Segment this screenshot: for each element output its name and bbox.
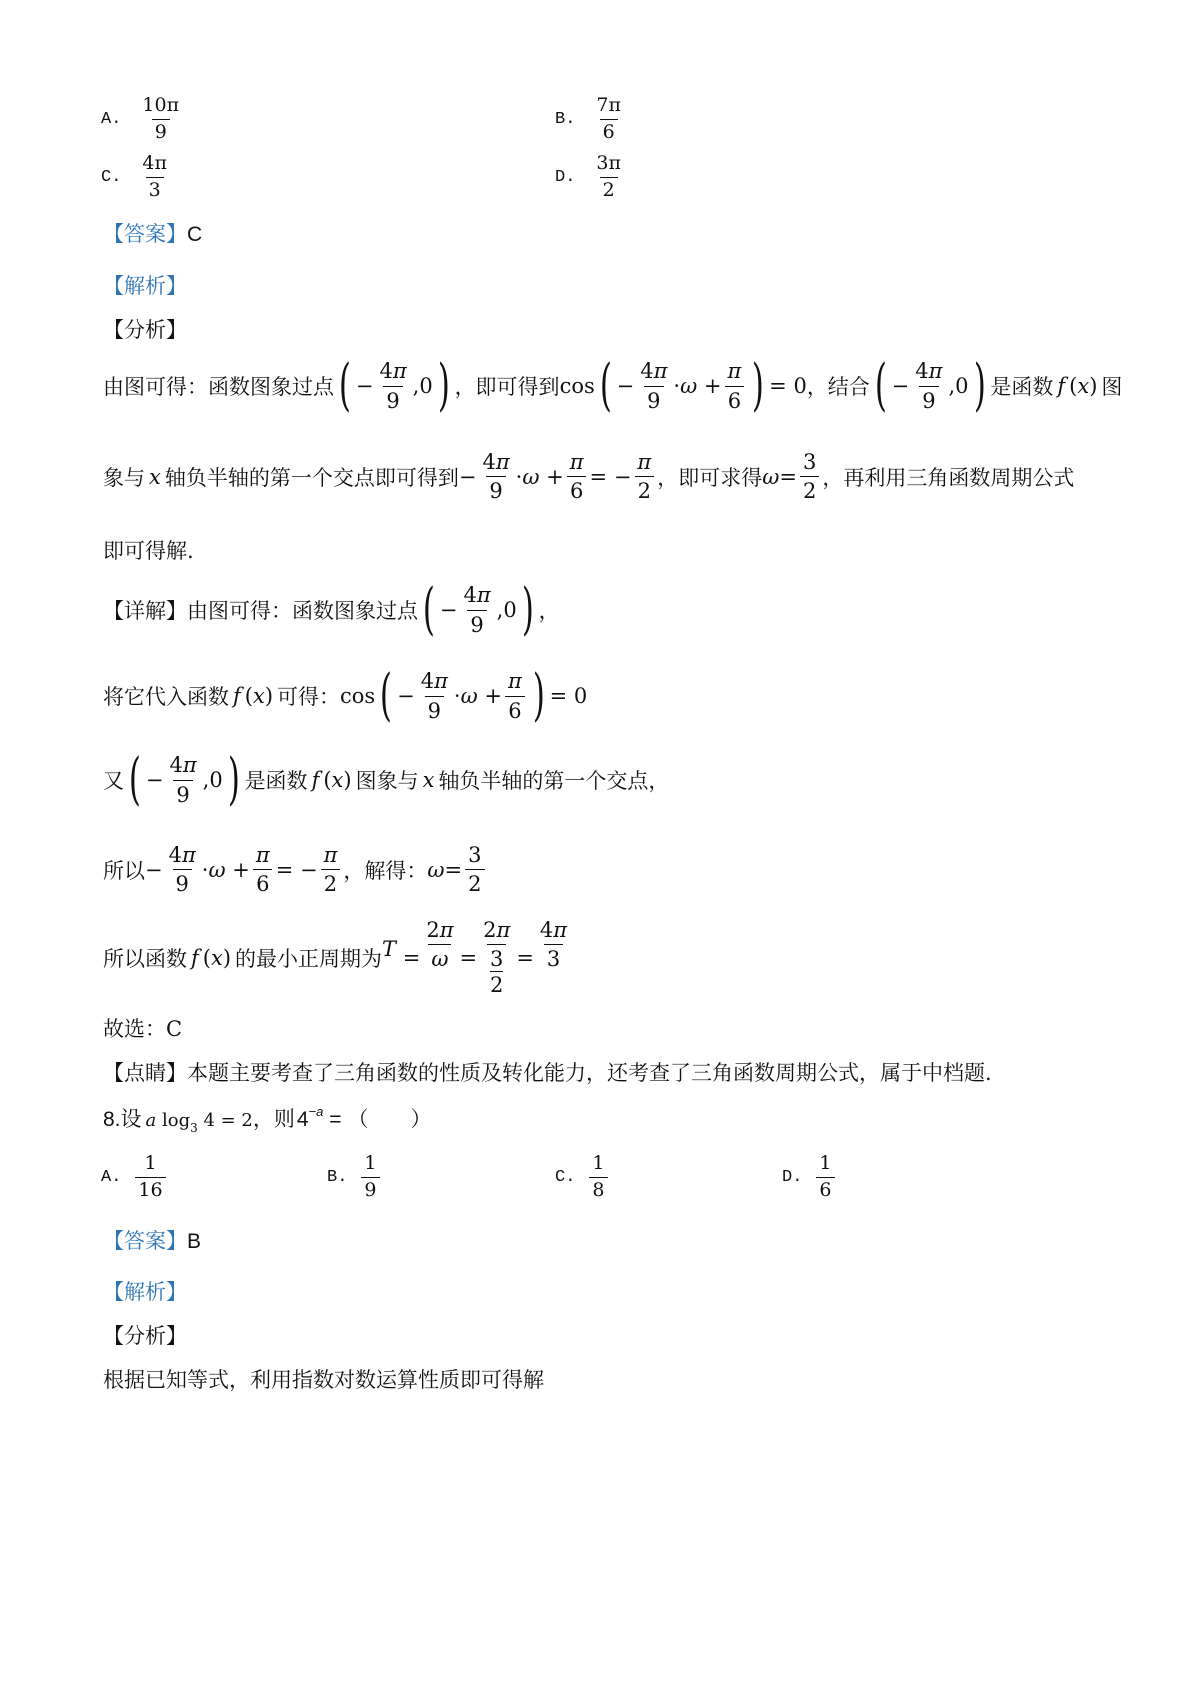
equals: = [459, 945, 478, 970]
text-segment: ，即可求得 [657, 465, 763, 490]
left-paren: ( [380, 663, 393, 728]
text-segment: 所以函数 [103, 946, 187, 971]
text-segment: ，再利用三角函数周期公式 [822, 465, 1075, 490]
left-paren: ( [874, 353, 887, 418]
q8-answer-line [103, 1225, 201, 1255]
fraction-4pi-9: $\frac{4\pi}{9}$ [640, 359, 668, 413]
stem-equation: a $\log_3 4 = 2$ [145, 1110, 253, 1135]
q8-jiexi-tag: 【解析】 [103, 1280, 187, 1304]
minus-sign: − [891, 374, 910, 398]
right-paren: ) [437, 353, 450, 418]
q7-xiangjie-line-5 [103, 918, 573, 997]
q8-option-d [782, 1153, 838, 1202]
fraction-2pi-omega: $\frac{2\pi}{\omega}$ [426, 918, 454, 972]
comma-zero: ,0 [202, 768, 223, 792]
period-T: T [382, 936, 397, 961]
text-segment: 是函数 [244, 769, 308, 793]
option-label: D. [782, 1167, 803, 1187]
right-paren: ) [532, 663, 545, 728]
option-fraction [816, 1153, 834, 1202]
numerator: 3π [596, 152, 621, 174]
right-paren: ) [752, 353, 765, 418]
minus-sign: − [145, 857, 163, 882]
minus-sign: − [145, 768, 164, 792]
fraction-4pi-9: $\frac{4\pi}{9}$ [168, 843, 196, 897]
q7-jiexi-tag: 【解析】 [103, 274, 187, 298]
omega: ω [762, 464, 780, 489]
fraction-4pi-9: $\frac{4\pi}{9}$ [915, 359, 943, 413]
fraction-pi-6: $\frac{\pi}{6}$ [567, 450, 587, 503]
fraction-3-2: $\frac{3}{2}$ [465, 843, 484, 896]
q7-option-b [555, 95, 627, 144]
text-segment: ，则 [252, 1107, 295, 1131]
fraction-4pi-9: $\frac{4\pi}{9}$ [463, 583, 491, 637]
text-segment: ， [538, 599, 560, 623]
option-fraction [139, 153, 170, 202]
dianjing-tag: 【点睛】 [103, 1061, 187, 1085]
numerator: 1 [592, 1152, 605, 1174]
text-segment: ，解得： [343, 858, 428, 883]
equals: = [444, 857, 463, 882]
text-segment: 将它代入函数 [103, 685, 229, 709]
q8-option-c [555, 1153, 611, 1202]
text-segment: 由图可得：函数图象过点 [187, 599, 418, 623]
right-paren: ) [227, 747, 240, 812]
equals: = [516, 945, 534, 970]
right-paren: ) [973, 353, 986, 418]
denominator: 16 [135, 1177, 165, 1202]
f-of-x: f [311, 768, 320, 792]
answer-tag: 【答案】 [103, 222, 187, 246]
equals-minus: = − [275, 857, 318, 882]
option-label: C. [555, 1167, 576, 1187]
minus-sign: − [458, 464, 477, 489]
q7-xiangjie-line-4 [103, 843, 488, 896]
option-label: C. [101, 167, 122, 187]
answer-value: C [187, 223, 203, 246]
equals-zero: = 0 [549, 684, 588, 708]
minus-sign: − [355, 374, 374, 398]
fraction-4pi-9: $\frac{4\pi}{9}$ [169, 753, 197, 807]
option-fraction [589, 1153, 607, 1202]
question-number: 8. [103, 1108, 121, 1131]
x-arg: (x) [1069, 374, 1098, 398]
text-segment: 由图可得：函数图象过点 [103, 375, 334, 399]
text-segment: 轴负半轴的第一个交点， [438, 769, 670, 793]
q7-fenxi-line-3: 即可得解. [103, 539, 194, 563]
denominator: 6 [816, 1177, 834, 1202]
equals-minus: = − [589, 464, 632, 489]
denominator: 2 [600, 177, 618, 202]
q8-fenxi-text: 根据已知等式，利用指数对数运算性质即可得解 [103, 1368, 544, 1392]
option-label: D. [555, 167, 576, 187]
answer-tag: 【答案】 [103, 1229, 187, 1253]
q7-xiangjie-line-3 [103, 747, 670, 812]
x-arg: (x) [202, 945, 232, 970]
q7-guxuan: 故选：C [103, 1017, 183, 1041]
fraction-pi-2: $\frac{\pi}{2}$ [634, 450, 654, 503]
denominator: 6 [600, 119, 618, 144]
numerator: 4π [142, 152, 167, 174]
equals: = [779, 464, 797, 489]
text-segment: 象与 [103, 465, 145, 490]
equals: = [396, 945, 421, 970]
numerator: 1 [364, 1152, 377, 1174]
option-label: A. [101, 1167, 122, 1187]
fraction-3-2: $\frac{3}{2}$ [800, 450, 819, 503]
option-fraction [135, 1153, 165, 1202]
fraction-pi-6: $\frac{\pi}{6}$ [725, 359, 745, 412]
denominator: 8 [589, 1177, 607, 1202]
f-of-x: f [191, 945, 199, 970]
option-fraction [139, 95, 182, 144]
text-segment: ，结合 [806, 375, 870, 399]
left-paren: ( [128, 747, 141, 812]
text-segment: 又 [103, 769, 124, 793]
xiangjie-tag: 【详解】 [103, 599, 187, 623]
omega-term: ·ω + [673, 374, 722, 398]
fraction-2pi-3half: 2π 3 2 [483, 918, 511, 998]
equals-zero: = 0 [769, 374, 807, 398]
option-label: B. [555, 109, 576, 129]
option-fraction [361, 1153, 379, 1202]
q7-fenxi-tag: 【分析】 [103, 318, 187, 342]
minus-sign: − [397, 684, 415, 708]
q7-xiangjie-line-2 [103, 663, 588, 728]
q7-xiangjie-line-1 [103, 577, 560, 642]
option-label: A. [101, 109, 122, 129]
option-fraction [593, 95, 624, 144]
answer-value: B [187, 1230, 202, 1253]
f-of-x: f [1057, 374, 1066, 398]
text-segment: 轴负半轴的第一个交点即可得到 [164, 465, 459, 490]
q7-fenxi-line-1 [103, 353, 1123, 418]
text-segment: 设 [120, 1107, 142, 1131]
q8-fenxi-tag: 【分析】 [103, 1324, 187, 1348]
fraction-4pi-3: $\frac{4\pi}{3}$ [539, 918, 568, 972]
q7-option-d [555, 153, 627, 202]
right-paren: ) [521, 577, 534, 642]
option-fraction [593, 153, 624, 202]
fraction-pi-6: $\frac{\pi}{6}$ [505, 669, 525, 722]
text-segment: 的最小正周期为 [235, 946, 383, 971]
omega: ω [427, 857, 445, 882]
x-arg: (x) [323, 768, 352, 792]
dianjing-text: 本题主要考查了三角函数的性质及转化能力，还考查了三角函数周期公式，属于中档题. [187, 1061, 992, 1085]
denominator: 3 [146, 177, 164, 202]
q7-answer-line [103, 218, 202, 248]
option-label: B. [327, 1167, 348, 1187]
cos-label: cos [559, 374, 595, 398]
q8-stem [103, 1103, 432, 1135]
minus-sign: − [439, 598, 458, 622]
text-segment: 可得： [277, 685, 341, 709]
omega-term: ·ω + [453, 684, 502, 708]
q7-option-a [101, 95, 185, 144]
text-segment: ，即可得到 [454, 375, 560, 399]
cos-label: cos [340, 684, 376, 708]
fraction-4pi-9: $\frac{4\pi}{9}$ [379, 359, 407, 413]
text-segment: 所以 [103, 858, 145, 883]
numerator: 1 [144, 1152, 157, 1174]
left-paren: ( [599, 353, 612, 418]
fraction-pi-6: $\frac{\pi}{6}$ [253, 843, 273, 896]
text-segment: 是函数 [990, 375, 1054, 399]
text-segment: 图 [1101, 375, 1123, 399]
power-expression: $4^{-a}$ = [296, 1104, 342, 1131]
f-of-x: f [233, 684, 241, 708]
x-arg: (x) [244, 684, 274, 708]
omega-term: ·ω + [201, 857, 250, 882]
answer-paren: （ ） [347, 1107, 432, 1131]
x-var: x [422, 768, 435, 792]
omega-term: ·ω + [515, 464, 564, 489]
numerator: 7π [596, 94, 621, 116]
left-paren: ( [338, 353, 351, 418]
comma-zero: ,0 [948, 374, 969, 398]
comma-zero: ,0 [496, 598, 517, 622]
q8-option-b [327, 1153, 383, 1202]
fraction-4pi-9: $\frac{4\pi}{9}$ [482, 450, 510, 504]
left-paren: ( [422, 577, 435, 642]
fraction-4pi-9: $\frac{4\pi}{9}$ [420, 669, 448, 723]
minus-sign: − [616, 374, 635, 398]
numerator: 10π [142, 94, 180, 116]
x-var: x [149, 464, 161, 489]
denominator: 9 [361, 1177, 379, 1202]
q7-dianjing-line [103, 1057, 992, 1087]
denominator: 9 [152, 119, 170, 144]
comma-zero: ,0 [412, 374, 433, 398]
fraction-pi-2: $\frac{\pi}{2}$ [321, 843, 341, 896]
text-segment: 图象与 [355, 769, 419, 793]
q8-option-a [101, 1153, 169, 1202]
numerator: 1 [819, 1152, 832, 1174]
q7-fenxi-line-2 [103, 450, 1074, 503]
q7-option-c [101, 153, 173, 202]
